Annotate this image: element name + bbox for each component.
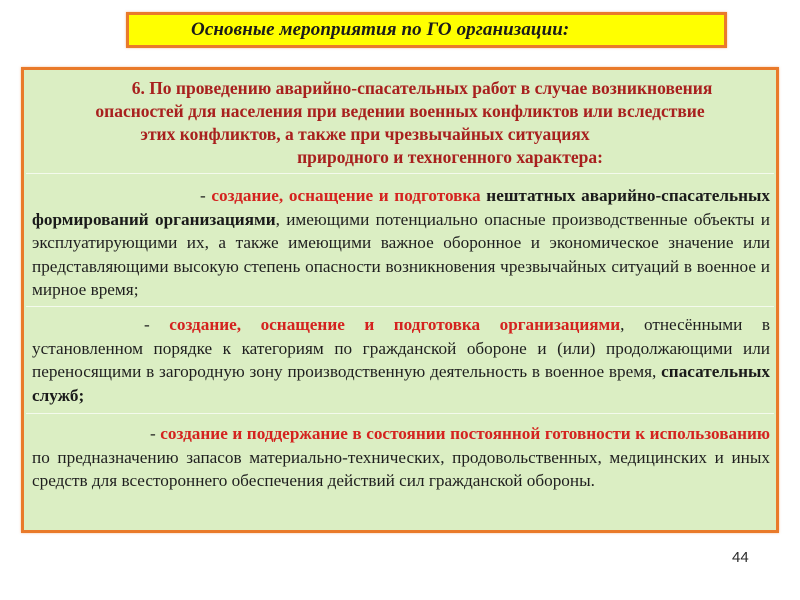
item-highlight: создание, оснащение и подготовка организациями — [169, 315, 621, 334]
item-bold: спасательных служб; — [32, 362, 770, 405]
list-item — [32, 422, 770, 493]
item-highlight: создание, оснащение и подготовка — [211, 186, 481, 205]
heading-line: опасностей для населения при ведении военных конфликтов или вследствие — [95, 101, 705, 121]
item-text: , имеющими потенциально опасные производственные объекты и эксплуатирующими их, а также имеющими важное оборонное и экономическое значение или представляющими высокую степень опасности возникновения чрезвычайных ситуаций в военное и мирное время; — [32, 209, 770, 299]
slide-title-box — [126, 12, 727, 48]
heading-line: природного и техногенного характера: — [297, 147, 603, 167]
page-number: 44 — [732, 549, 749, 566]
heading-line: 6. По проведению аварийно-спасательных работ в случае возникновения — [131, 78, 713, 98]
item-text: по предназначению запасов материально-технических, продовольственных, медицинских и иных средств для всестороннего обеспечения действий сил гражданской обороны. — [32, 447, 770, 490]
divider — [26, 306, 774, 307]
divider — [26, 173, 774, 174]
item-bold: нештатных аварийно-спасательных формирований организациями — [32, 186, 771, 229]
item-highlight: создание и поддержание в состоянии постоянной готовности к использованию — [160, 424, 771, 443]
item-text: , отнесёнными в установленном порядке к категориям по гражданской обороне и (или) продолжающими или переносящими в загородную зону производственную деятельность в военное время, — [32, 315, 770, 381]
slide-title: Основные мероприятия по ГО организации: — [191, 19, 570, 40]
item-dash: - — [200, 186, 206, 205]
heading-line: этих конфликтов, а также при чрезвычайных ситуациях — [140, 124, 590, 144]
item-dash: - — [150, 424, 156, 443]
section-heading — [24, 77, 776, 169]
list-item — [32, 184, 770, 302]
list-item — [32, 313, 770, 407]
divider — [26, 413, 774, 414]
item-dash: - — [144, 315, 150, 334]
content-box — [21, 67, 779, 533]
